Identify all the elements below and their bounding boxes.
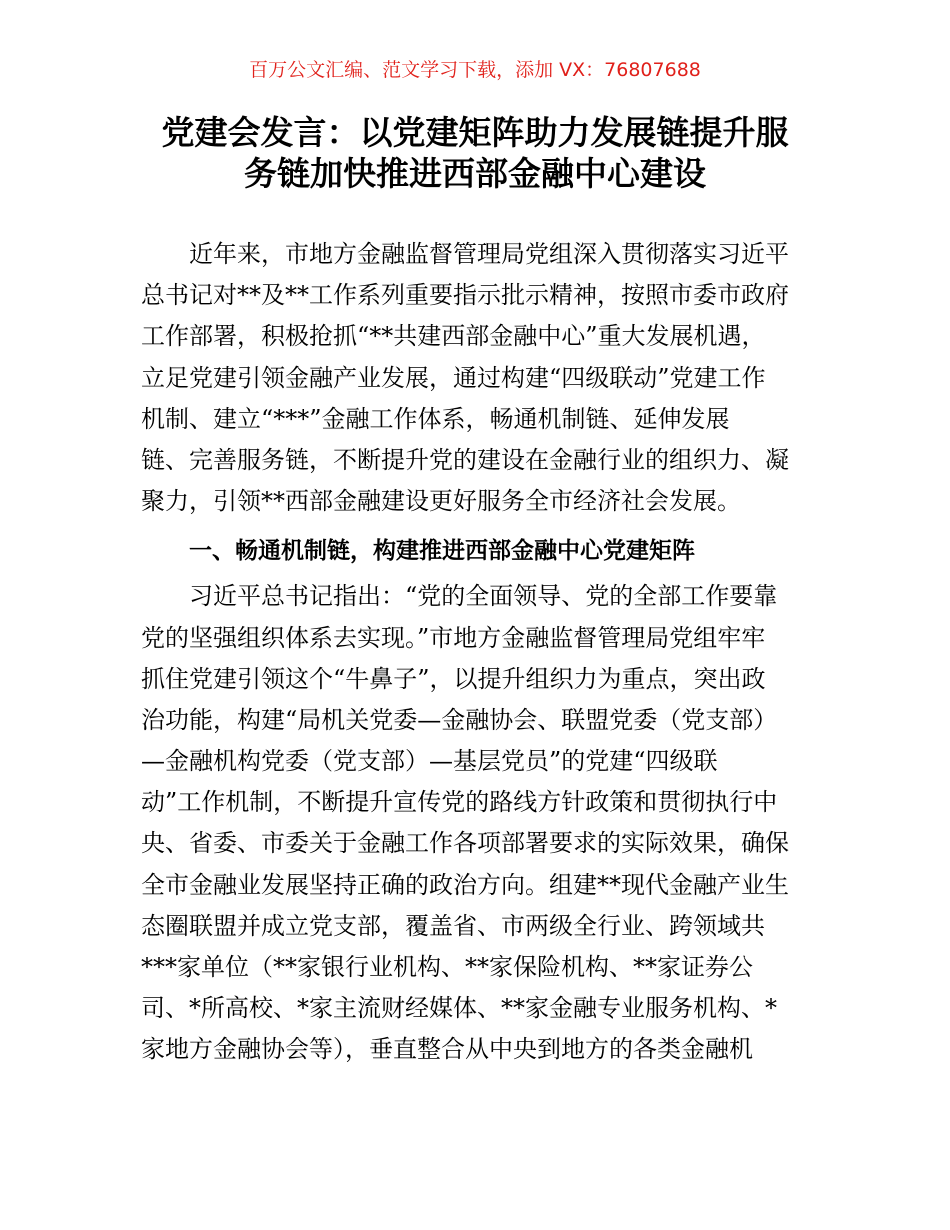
paragraph-line: 工作部署，积极抢抓“**共建西部金融中心”重大发展机遇， — [141, 322, 766, 351]
paragraph-line: 链、完善服务链，不断提升党的建设在金融行业的组织力、凝 — [141, 445, 789, 474]
section-heading: 一、畅通机制链，构建推进西部金融中心党建矩阵 — [189, 538, 695, 565]
paragraph-line: —金融机构党委（党支部）—基层党员”的党建“四级联 — [141, 747, 718, 776]
document-title — [60, 112, 890, 194]
paragraph-line: 机制、建立“***”金融工作体系，畅通机制链、延伸发展 — [141, 404, 730, 433]
document-body — [141, 234, 821, 1071]
paragraph-line: 总书记对**及**工作系列重要指示批示精神，按照市委市政府 — [141, 281, 789, 310]
title-line: 务链加快推进西部金融中心建设 — [244, 154, 706, 194]
paragraph-section1 — [141, 576, 821, 1070]
paragraph-line: 立足党建引领金融产业发展，通过构建“四级联动”党建工作 — [141, 363, 766, 392]
paragraph-line: 近年来，市地方金融监督管理局党组深入贯彻落实习近平 — [189, 240, 789, 268]
title-line: 党建会发言：以党建矩阵助力发展链提升服 — [161, 113, 789, 152]
paragraph-line: 聚力，引领**西部金融建设更好服务全市经济社会发展。 — [141, 487, 741, 516]
paragraph-line: 央、省委、市委关于金融工作各项部署要求的实际效果，确保 — [141, 829, 789, 858]
paragraph-line: 司、*所高校、*家主流财经媒体、**家金融专业服务机构、* — [141, 994, 777, 1023]
header-watermark-note: 百万公文汇编、范文学习下载，添加 VX：76807688 — [249, 59, 701, 81]
paragraph-line: 家地方金融协会等），垂直整合从中央到地方的各类金融机 — [141, 1035, 753, 1064]
paragraph-line: 党的坚强组织体系去实现。”市地方金融监督管理局党组牢牢 — [141, 623, 766, 652]
paragraph-line: 治功能，构建“局机关党委—金融协会、联盟党委（党支部） — [141, 705, 778, 734]
paragraph-intro — [141, 234, 821, 522]
paragraph-line: 全市金融业发展坚持正确的政治方向。组建**现代金融产业生 — [141, 870, 789, 899]
paragraph-line: 态圈联盟并成立党支部，覆盖省、市两级全行业、跨领域共 — [141, 911, 765, 940]
paragraph-line: ***家单位（**家银行业机构、**家保险机构、**家证券公 — [141, 953, 753, 981]
paragraph-line: 抓住党建引领这个“牛鼻子”，以提升组织力为重点，突出政 — [141, 664, 766, 693]
paragraph-line: 动”工作机制，不断提升宣传党的路线方针政策和贯彻执行中 — [141, 788, 778, 817]
paragraph-line: 习近平总书记指出：“党的全面领导、党的全部工作要靠 — [189, 582, 778, 611]
